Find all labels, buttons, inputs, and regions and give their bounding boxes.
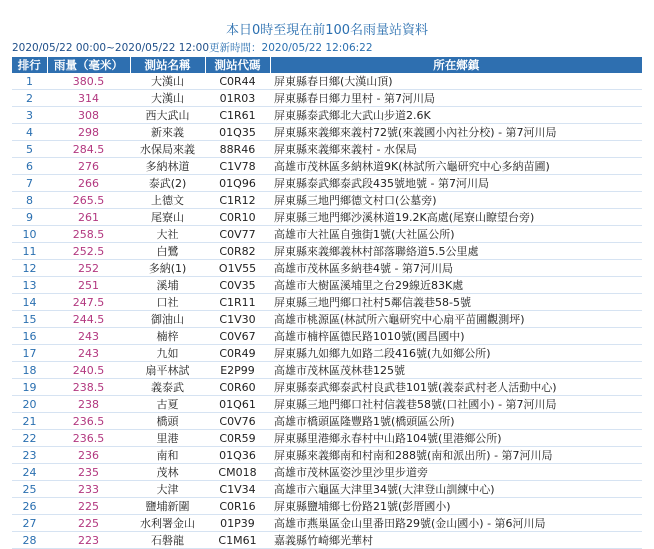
table-row — [12, 192, 642, 209]
station-name-cell: 西大武山 — [130, 107, 205, 124]
table-row — [12, 328, 642, 345]
table-row — [12, 260, 642, 277]
station-code-cell: O1V55 — [205, 260, 270, 277]
station-code-cell: C0V76 — [205, 413, 270, 430]
rank-cell: 10 — [12, 226, 47, 243]
table-row — [12, 243, 642, 260]
rank-cell: 5 — [12, 141, 47, 158]
rainfall-table — [12, 57, 642, 549]
station-code-cell: 01R03 — [205, 90, 270, 107]
rainfall-cell: 244.5 — [47, 311, 130, 328]
location-cell: 屏東縣泰武鄉北大武山步道2.6K — [270, 107, 642, 124]
station-name-cell: 水利署金山 — [130, 515, 205, 532]
location-cell: 高雄市大樹區溪埔里之台29線近83K處 — [270, 277, 642, 294]
table-row — [12, 141, 642, 158]
table-row — [12, 311, 642, 328]
table-row — [12, 379, 642, 396]
header-station-code: 測站代碼 — [205, 57, 270, 73]
rank-cell: 20 — [12, 396, 47, 413]
rainfall-cell: 251 — [47, 277, 130, 294]
rank-cell: 4 — [12, 124, 47, 141]
rank-cell: 8 — [12, 192, 47, 209]
rank-cell: 12 — [12, 260, 47, 277]
rainfall-cell: 380.5 — [47, 73, 130, 90]
rainfall-cell: 238 — [47, 396, 130, 413]
station-code-cell: C1V78 — [205, 158, 270, 175]
station-code-cell: 01Q61 — [205, 396, 270, 413]
location-cell: 屏東縣來義鄉南和村南和288號(南和派出所) - 第7河川局 — [270, 447, 642, 464]
table-row — [12, 226, 642, 243]
table-row — [12, 90, 642, 107]
rank-cell: 14 — [12, 294, 47, 311]
station-code-cell: C0V67 — [205, 328, 270, 345]
rank-cell: 7 — [12, 175, 47, 192]
location-cell: 屏東縣泰武鄉泰武段435號地號 - 第7河川局 — [270, 175, 642, 192]
table-row — [12, 430, 642, 447]
rainfall-cell: 284.5 — [47, 141, 130, 158]
rank-cell: 28 — [12, 532, 47, 549]
location-cell: 屏東縣三地門鄉德文村口(公墓旁) — [270, 192, 642, 209]
header-rainfall: 雨量（毫米） — [47, 57, 130, 73]
location-cell: 屏東縣三地門鄉沙溪林道19.2K高處(尾寮山瞭望台旁) — [270, 209, 642, 226]
table-row — [12, 158, 642, 175]
station-code-cell: 01Q35 — [205, 124, 270, 141]
station-code-cell: C0R10 — [205, 209, 270, 226]
location-cell: 屏東縣春日鄉(大漢山頂) — [270, 73, 642, 90]
table-row — [12, 175, 642, 192]
station-code-cell: C0R59 — [205, 430, 270, 447]
table-row — [12, 396, 642, 413]
table-row — [12, 294, 642, 311]
rainfall-cell: 266 — [47, 175, 130, 192]
station-code-cell: C0R44 — [205, 73, 270, 90]
rainfall-cell: 247.5 — [47, 294, 130, 311]
rainfall-cell: 236.5 — [47, 430, 130, 447]
location-cell: 高雄市茂林區姿沙里沙里步道旁 — [270, 464, 642, 481]
station-code-cell: E2P99 — [205, 362, 270, 379]
rank-cell: 18 — [12, 362, 47, 379]
rank-cell: 16 — [12, 328, 47, 345]
location-cell: 屏東縣鹽埔鄉七份路21號(彭厝國小) — [270, 498, 642, 515]
station-name-cell: 大津 — [130, 481, 205, 498]
station-code-cell: C0V77 — [205, 226, 270, 243]
rank-cell: 24 — [12, 464, 47, 481]
time-info — [12, 42, 373, 55]
station-name-cell: 大漢山 — [130, 73, 205, 90]
table-row — [12, 413, 642, 430]
location-cell: 屏東縣來義鄉來義村72號(來義國小內社分校) - 第7河川局 — [270, 124, 642, 141]
location-cell: 高雄市燕巢區金山里番田路29號(金山國小) - 第6河川局 — [270, 515, 642, 532]
location-cell: 高雄市茂林區茂林巷125號 — [270, 362, 642, 379]
location-cell: 高雄市橋頭區隆豐路1號(橋頭區公所) — [270, 413, 642, 430]
rainfall-cell: 236 — [47, 447, 130, 464]
rainfall-cell: 265.5 — [47, 192, 130, 209]
table-row — [12, 532, 642, 549]
update-time: 2020/05/22 12:06:22 — [261, 42, 373, 54]
rank-cell: 26 — [12, 498, 47, 515]
location-cell: 高雄市茂林區多納林道9K(林試所六龜研究中心多納苗圃) — [270, 158, 642, 175]
location-cell: 屏東縣泰武鄉泰武村良武巷101號(義泰武村老人活動中心) — [270, 379, 642, 396]
rainfall-cell: 225 — [47, 498, 130, 515]
station-name-cell: 義泰武 — [130, 379, 205, 396]
table-row — [12, 447, 642, 464]
station-code-cell: 01Q96 — [205, 175, 270, 192]
station-code-cell: C1V30 — [205, 311, 270, 328]
location-cell: 屏東縣春日鄉力里村 - 第7河川局 — [270, 90, 642, 107]
table-header-row — [12, 57, 642, 73]
rainfall-cell: 258.5 — [47, 226, 130, 243]
station-name-cell: 里港 — [130, 430, 205, 447]
station-code-cell: 88R46 — [205, 141, 270, 158]
station-code-cell: 01P39 — [205, 515, 270, 532]
station-code-cell: C1V34 — [205, 481, 270, 498]
header-station-name: 測站名稱 — [130, 57, 205, 73]
rainfall-cell: 243 — [47, 328, 130, 345]
header-rank: 排行 — [12, 57, 47, 73]
rainfall-cell: 235 — [47, 464, 130, 481]
header-location: 所在鄉鎮 — [270, 57, 642, 73]
station-name-cell: 口社 — [130, 294, 205, 311]
page-title: 本日0時至現在前100名雨量站資料 — [225, 23, 429, 38]
table-row — [12, 515, 642, 532]
station-code-cell: CM018 — [205, 464, 270, 481]
station-code-cell: C0R49 — [205, 345, 270, 362]
station-name-cell: 茂林 — [130, 464, 205, 481]
rainfall-cell: 240.5 — [47, 362, 130, 379]
rainfall-cell: 308 — [47, 107, 130, 124]
location-cell: 高雄市楠梓區德民路1010號(國昌國中) — [270, 328, 642, 345]
rank-cell: 2 — [12, 90, 47, 107]
rainfall-cell: 252 — [47, 260, 130, 277]
station-name-cell: 御油山 — [130, 311, 205, 328]
location-cell: 高雄市桃源區(林試所六龜研究中心扇平苗圃觀測坪) — [270, 311, 642, 328]
station-code-cell: 01Q36 — [205, 447, 270, 464]
station-name-cell: 溪埔 — [130, 277, 205, 294]
rainfall-cell: 238.5 — [47, 379, 130, 396]
table-row — [12, 464, 642, 481]
table-row — [12, 498, 642, 515]
station-name-cell: 大社 — [130, 226, 205, 243]
location-cell: 嘉義縣竹崎鄉光華村 — [270, 532, 642, 549]
station-code-cell: C0V35 — [205, 277, 270, 294]
table-row — [12, 362, 642, 379]
rank-cell: 21 — [12, 413, 47, 430]
rank-cell: 15 — [12, 311, 47, 328]
rank-cell: 6 — [12, 158, 47, 175]
station-code-cell: C1R61 — [205, 107, 270, 124]
station-name-cell: 多納(1) — [130, 260, 205, 277]
rainfall-cell: 276 — [47, 158, 130, 175]
location-cell: 屏東縣三地門鄉口社村信義巷58號(口社國小) - 第7河川局 — [270, 396, 642, 413]
station-name-cell: 橋頭 — [130, 413, 205, 430]
rainfall-cell: 261 — [47, 209, 130, 226]
rainfall-cell: 252.5 — [47, 243, 130, 260]
station-name-cell: 尾寮山 — [130, 209, 205, 226]
table-row — [12, 73, 642, 90]
location-cell: 屏東縣九如鄉九如路二段416號(九如鄉公所) — [270, 345, 642, 362]
station-name-cell: 南和 — [130, 447, 205, 464]
location-cell: 屏東縣來義鄉來義村 - 水保局 — [270, 141, 642, 158]
location-cell: 屏東縣里港鄉永春村中山路104號(里港鄉公所) — [270, 430, 642, 447]
rank-cell: 25 — [12, 481, 47, 498]
station-code-cell: C1R12 — [205, 192, 270, 209]
rainfall-cell: 233 — [47, 481, 130, 498]
table-row — [12, 345, 642, 362]
rank-cell: 3 — [12, 107, 47, 124]
station-name-cell: 大漢山 — [130, 90, 205, 107]
station-name-cell: 石磐龍 — [130, 532, 205, 549]
rank-cell: 9 — [12, 209, 47, 226]
table-row — [12, 481, 642, 498]
rank-cell: 17 — [12, 345, 47, 362]
table-row — [12, 124, 642, 141]
rank-cell: 1 — [12, 73, 47, 90]
station-name-cell: 多納林道 — [130, 158, 205, 175]
table-row — [12, 209, 642, 226]
station-name-cell: 古夏 — [130, 396, 205, 413]
rank-cell: 11 — [12, 243, 47, 260]
rank-cell: 23 — [12, 447, 47, 464]
station-name-cell: 泰武(2) — [130, 175, 205, 192]
station-name-cell: 扇平林試 — [130, 362, 205, 379]
rank-cell: 13 — [12, 277, 47, 294]
station-code-cell: C0R82 — [205, 243, 270, 260]
rainfall-cell: 236.5 — [47, 413, 130, 430]
station-name-cell: 九如 — [130, 345, 205, 362]
location-cell: 屏東縣來義鄉義林村部落聯絡道5.5公里處 — [270, 243, 642, 260]
station-name-cell: 楠梓 — [130, 328, 205, 345]
station-name-cell: 新來義 — [130, 124, 205, 141]
rainfall-cell: 314 — [47, 90, 130, 107]
rainfall-cell: 298 — [47, 124, 130, 141]
station-code-cell: C0R60 — [205, 379, 270, 396]
update-label: 更新時間： — [209, 42, 262, 54]
time-range: 2020/05/22 00:00~2020/05/22 12:00 — [12, 42, 210, 54]
rainfall-cell: 223 — [47, 532, 130, 549]
rainfall-cell: 225 — [47, 515, 130, 532]
station-code-cell: C1R11 — [205, 294, 270, 311]
location-cell: 高雄市大社區自強街1號(大社區公所) — [270, 226, 642, 243]
station-code-cell: C0R16 — [205, 498, 270, 515]
location-cell: 高雄市茂林區多納巷4號 - 第7河川局 — [270, 260, 642, 277]
station-name-cell: 鹽埔新圍 — [130, 498, 205, 515]
table-row — [12, 277, 642, 294]
station-name-cell: 白鷺 — [130, 243, 205, 260]
location-cell: 高雄市六龜區大津里34號(大津登山訓練中心) — [270, 481, 642, 498]
station-name-cell: 上德文 — [130, 192, 205, 209]
station-name-cell: 水保局來義 — [130, 141, 205, 158]
rainfall-cell: 243 — [47, 345, 130, 362]
rank-cell: 27 — [12, 515, 47, 532]
rank-cell: 19 — [12, 379, 47, 396]
station-code-cell: C1M61 — [205, 532, 270, 549]
rank-cell: 22 — [12, 430, 47, 447]
location-cell: 屏東縣三地門鄉口社村5鄰信義巷58-5號 — [270, 294, 642, 311]
table-row — [12, 107, 642, 124]
